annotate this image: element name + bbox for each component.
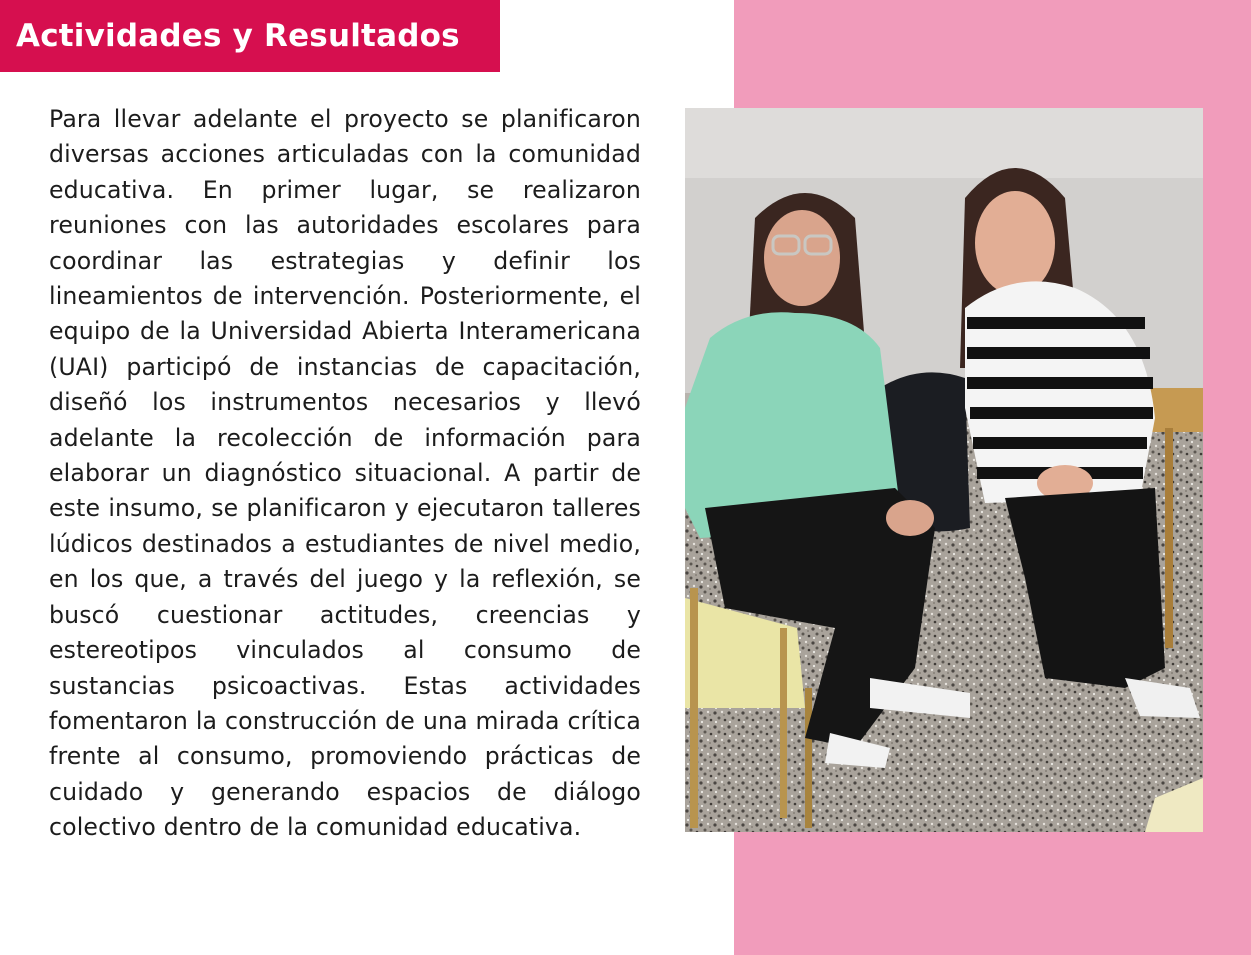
- section-title: Actividades y Resultados: [16, 18, 460, 54]
- photo-desk-right: [1150, 388, 1203, 432]
- article-paragraph: Para llevar adelante el proyecto se planificaron diversas acciones articuladas con la comunidad educativa. En primer lugar, se realizaron reuniones con las autoridades escolares para coordinar las estrategias y definir los lineamientos de intervención. Posteriormente, el equipo de la Universidad Abierta Interamericana (UAI) participó de instancias de capacitación, diseñó los instrumentos necesarios y llevó adelante la recolección de información para elaborar un diagnóstico situacional. A partir de este insumo, se planificaron y ejecutaron talleres lúdicos destinados a estudiantes de nivel medio, en los que, a través del juego y la reflexión, se buscó cuestionar actitudes, creencias y estereotipos vinculados al consumo de sustancias psicoactivas. Estas actividades fomentaron la construcción de una mirada crítica frente al consumo, promoviendo prácticas de cuidado y generando espacios de diálogo colectivo dentro de la comunidad educativa.: [49, 105, 641, 842]
- photo-illustration: [685, 108, 1203, 832]
- section-title-banner: [0, 0, 500, 72]
- group-photo: [685, 108, 1203, 832]
